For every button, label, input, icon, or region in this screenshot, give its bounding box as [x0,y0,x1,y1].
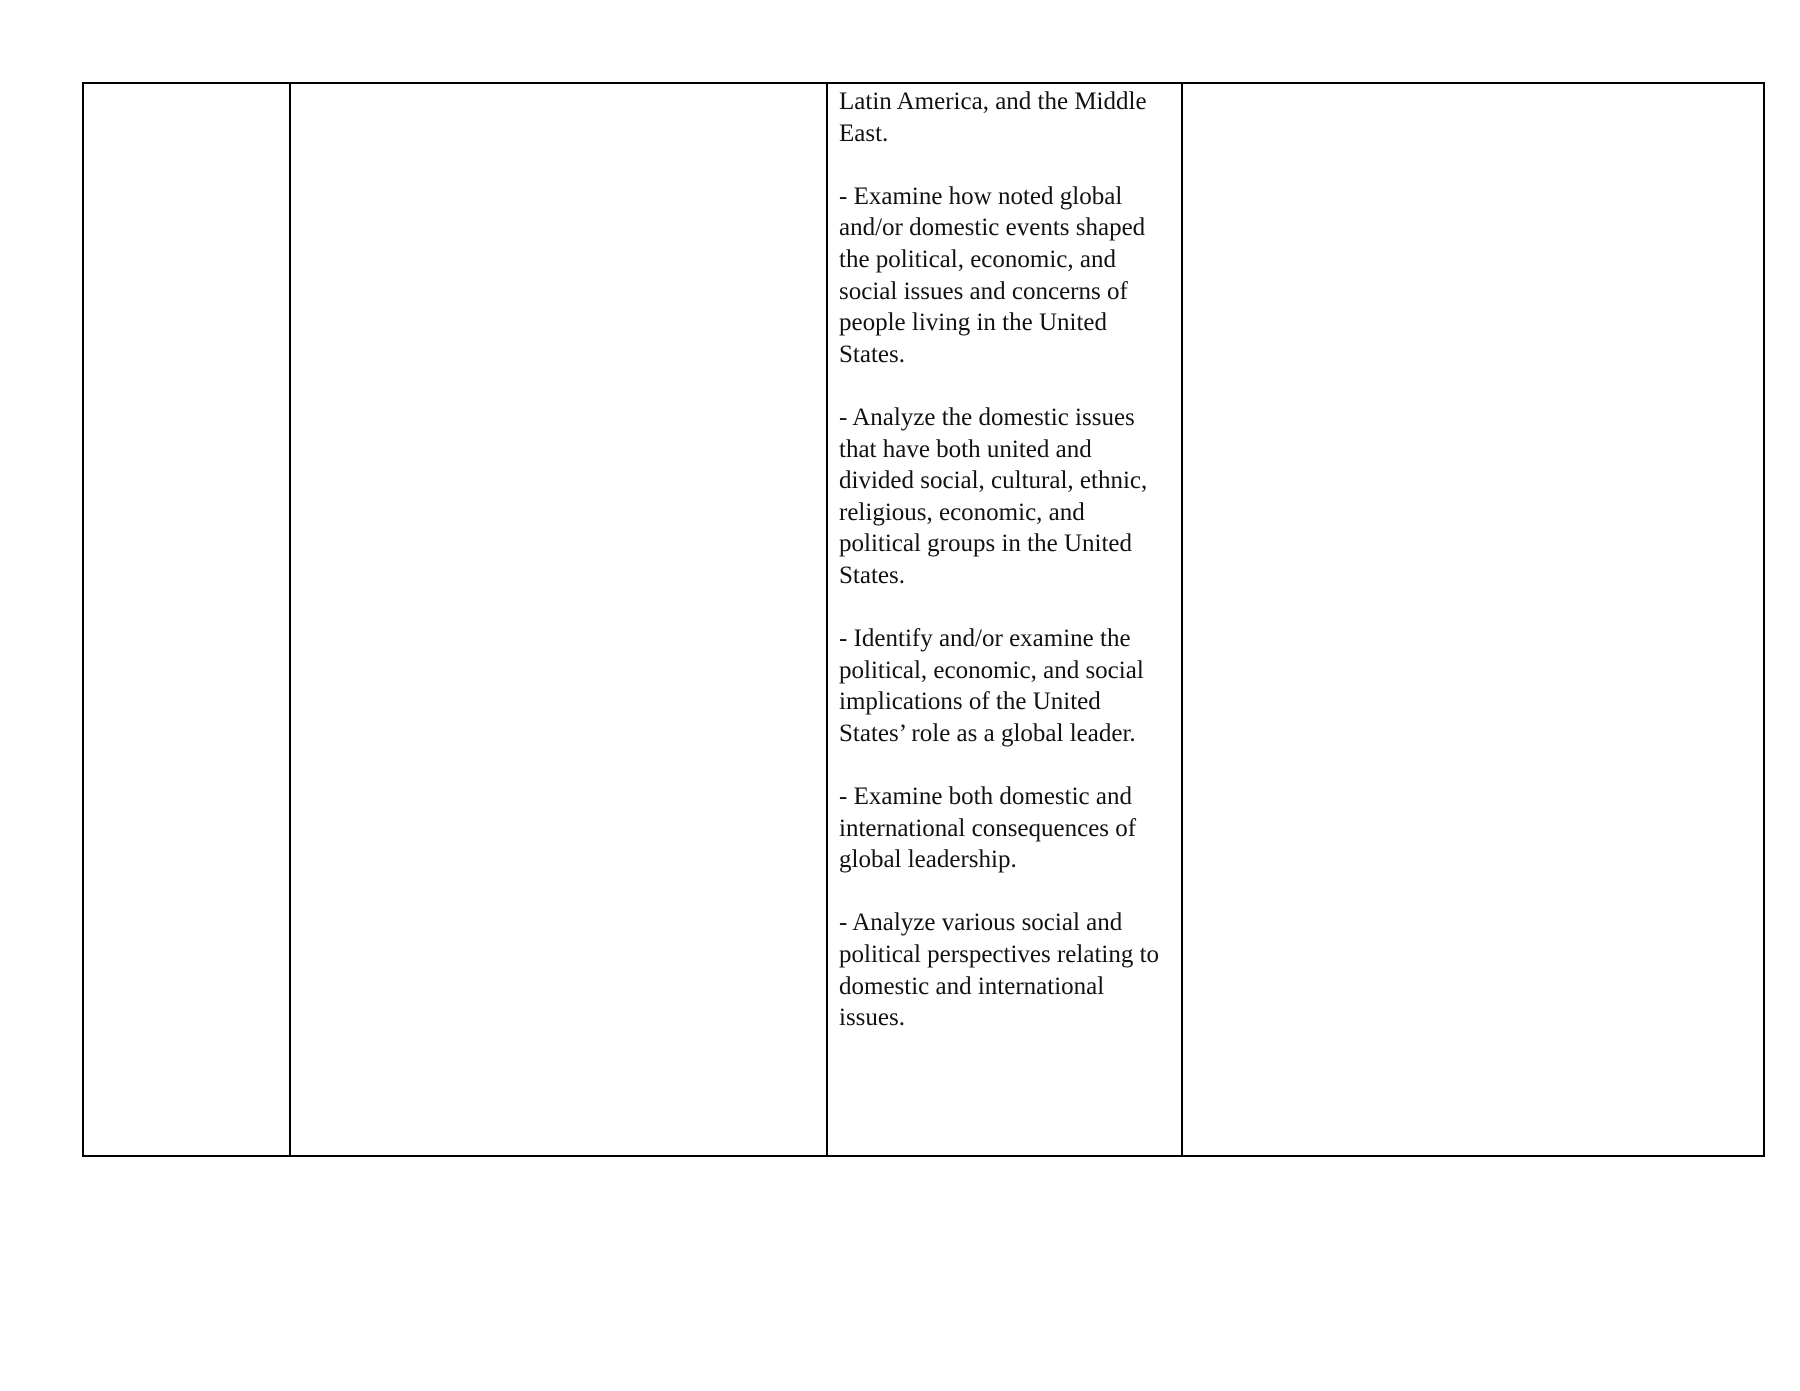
objective-paragraph: Latin America, and the Middle East. [839,88,1147,147]
table-row [83,83,1764,1156]
table-cell-objectives [827,83,1182,1156]
cell-text [1183,84,1763,86]
standards-table [82,82,1765,1157]
objective-paragraph: - Identify and/or examine the political, economic, and social implications of the United States’ role as a global leader. [839,625,1144,747]
objective-paragraph: - Analyze the domestic issues that have both united and divided social, cultural, ethnic, religious, economic, and political groups in the United States. [839,403,1148,589]
objectives-list [828,84,1181,1034]
table-cell-empty-4 [1182,83,1764,1156]
cell-text [291,84,826,86]
objective-paragraph: - Examine both domestic and international consequences of global leadership. [839,783,1137,874]
table-cell-empty-1 [83,83,290,1156]
objective-paragraph: - Analyze various social and political perspectives relating to domestic and international issues. [839,909,1160,1032]
cell-text [84,84,289,86]
objective-paragraph: - Examine how noted global and/or domestic events shaped the political, economic, and social issues and concerns of people living in the United States. [839,182,1146,368]
table-cell-empty-2 [290,83,827,1156]
